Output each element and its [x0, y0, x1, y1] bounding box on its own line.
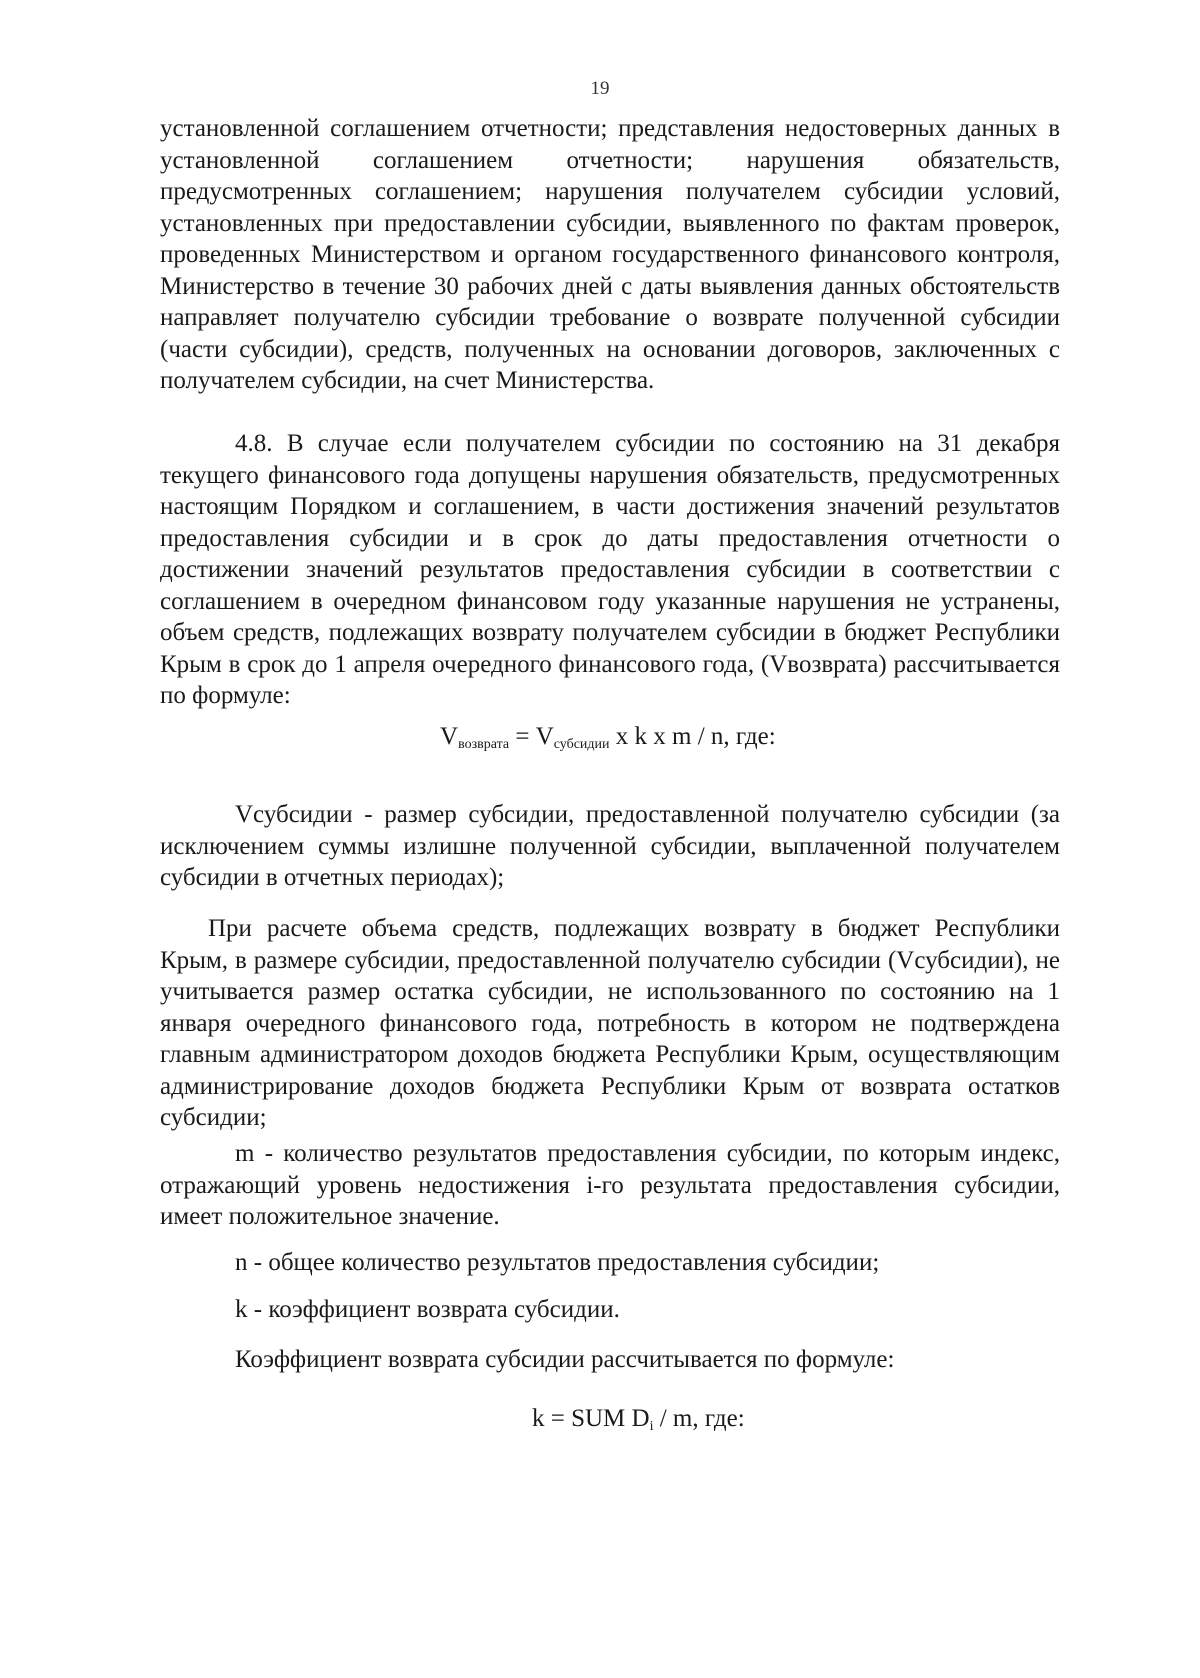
paragraph-v-subsidy: Vсубсидии - размер субсидии, предоставленной получателю субсидии (за исключением суммы излишне полученной субсидии, выплаченной получателем субсидии в отчетных периодах); [160, 801, 1060, 891]
paragraph-intro: установленной соглашением отчетности; представления недостоверных данных в установленной соглашением отчетности; нарушения обязательств, предусмотренных соглашением; нарушения получателем субсидии условий, установленных при предоставлении субсидии, выявленного по фактам проверок, проведенных Министерством и органом государственного финансового контроля, Министерство в течение 30 рабочих дней с даты выявления данных обстоятельств направляет получателю субсидии требование о возврате полученной субсидии (части субсидии), средств, полученных на основании договоров, заключенных с получателем субсидии, на счет Министерства. [160, 115, 1060, 394]
paragraph-calculation: При расчете объема средств, подлежащих возврату в бюджет Республики Крым, в размере субсидии, предоставленной получателю субсидии (Vсубсидии), не учитывается размер остатка субсидии, не использованного по состоянию на 1 января очередного финансового года, потребность в котором не подтверждена главным администратором доходов бюджета Республики Крым, осуществляющим администрирование доходов бюджета Республики Крым от возврата остатков субсидии; [160, 915, 1060, 1131]
paragraph-m-definition: m - количество результатов предоставления субсидии, по которым индекс, отражающий уровень недостижения i-го результата предоставления субсидии, имеет положительное значение. [160, 1140, 1060, 1230]
page-number: 19 [590, 78, 610, 99]
paragraph-4-8: 4.8. В случае если получателем субсидии по состоянию на 31 декабря текущего финансового года допущены нарушения обязательств, предусмотренных настоящим Порядком и соглашением, в части достижения значений результатов предоставления субсидии и в срок до даты предоставления отчетности о достижении значений результатов предоставления субсидии в соответствии с соглашением в очередном финансовом году указанные нарушения не устранены, объем средств, подлежащих возврату получателем субсидии в бюджет Республики Крым в срок до 1 апреля очередного финансового года, (Vвозврата) рассчитывается по формуле: [160, 430, 1060, 709]
formula-coefficient: k = SUM $D_i$ / m, где: [532, 1405, 745, 1434]
paragraph-coefficient: Коэффициент возврата субсидии рассчитывается по формуле: [235, 1346, 895, 1373]
paragraph-k-definition: k - коэффициент возврата субсидии. [235, 1296, 620, 1323]
paragraph-n-definition: n - общее количество результатов предоставления субсидии; [235, 1249, 880, 1276]
formula-return-volume: $V_{возврата} = V_{субсидии}$ x k x m / n, где: [440, 723, 776, 752]
